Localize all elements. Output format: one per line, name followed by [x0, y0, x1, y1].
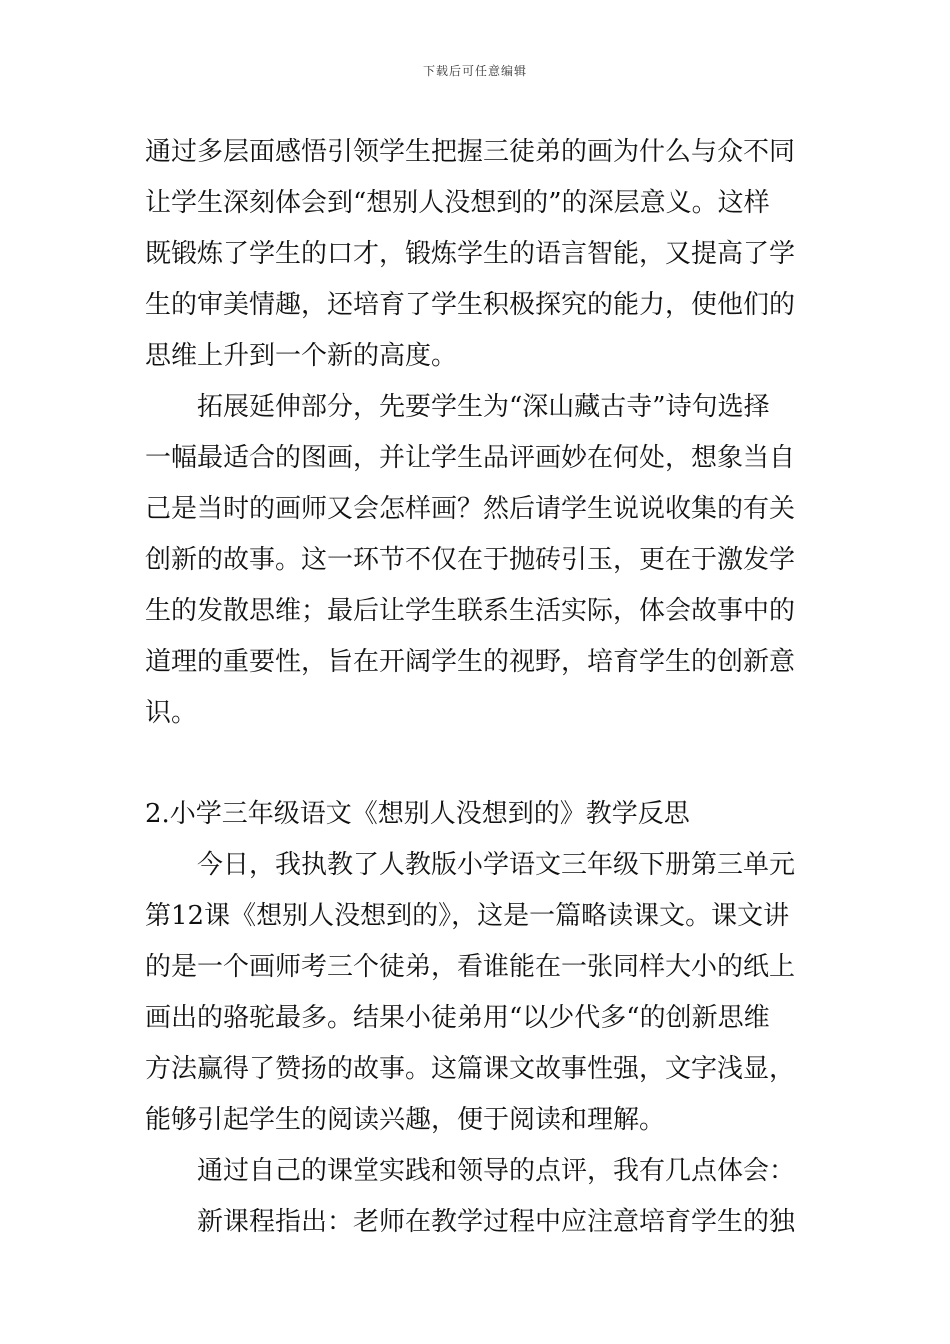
paragraph-line: 画出的骆驼最多。结果小徒弟用“以少代多“的创新思维 [145, 1003, 770, 1033]
paragraph-line: 方法赢得了赞扬的故事。这篇课文故事性强，文字浅显， [145, 1054, 796, 1084]
paragraph-line: 新课程指出：老师在教学过程中应注意培育学生的独 [197, 1207, 796, 1237]
paragraph-line: 一幅最适合的图画，并让学生品评画妙在何处，想象当自 [145, 443, 796, 473]
section-gap [145, 739, 810, 789]
paragraph-line: 通过多层面感悟引领学生把握三徒弟的画为什么与众不同 [145, 137, 796, 167]
page-header: 下载后可任意编辑 [422, 64, 527, 78]
paragraph-line: 的是一个画师考三个徒弟，看谁能在一张同样大小的纸上 [145, 952, 796, 982]
paragraph-line: 道理的重要性，旨在开阔学生的视野，培育学生的创新意 [145, 647, 796, 677]
paragraph-line: 今日，我执教了人教版小学语文三年级下册第三单元 [197, 850, 796, 880]
paragraph-line: 拓展延伸部分，先要学生为“深山藏古寺”诗句选择 [197, 392, 770, 422]
paragraph-line: 让学生深刻体会到“想别人没想到的”的深层意义。这样 [145, 188, 770, 218]
document-body [145, 127, 810, 1248]
paragraph-line: 第12课《想别人没想到的》，这是一篇略读课文。课文讲 [145, 901, 790, 931]
paragraph-line: 既锻炼了学生的口才，锻炼学生的语言智能，又提高了学 [145, 239, 796, 269]
paragraph-line: 生的审美情趣，还培育了学生积极探究的能力，使他们的 [145, 290, 796, 320]
paragraph-line: 思维上升到一个新的高度。 [145, 341, 458, 371]
paragraph-line: 识。 [145, 698, 198, 728]
paragraph-line: 己是当时的画师又会怎样画？然后请学生说说收集的有关 [145, 494, 796, 524]
paragraph-line: 能够引起学生的阅读兴趣，便于阅读和理解。 [145, 1105, 666, 1135]
paragraph-line: 生的发散思维；最后让学生联系生活实际，体会故事中的 [145, 596, 796, 626]
section-heading: 2.小学三年级语文《想别人没想到的》教学反思 [145, 799, 690, 829]
paragraph-line: 创新的故事。这一环节不仅在于抛砖引玉，更在于激发学 [145, 545, 796, 575]
paragraph-line: 通过自己的课堂实践和领导的点评，我有几点体会： [197, 1156, 796, 1186]
